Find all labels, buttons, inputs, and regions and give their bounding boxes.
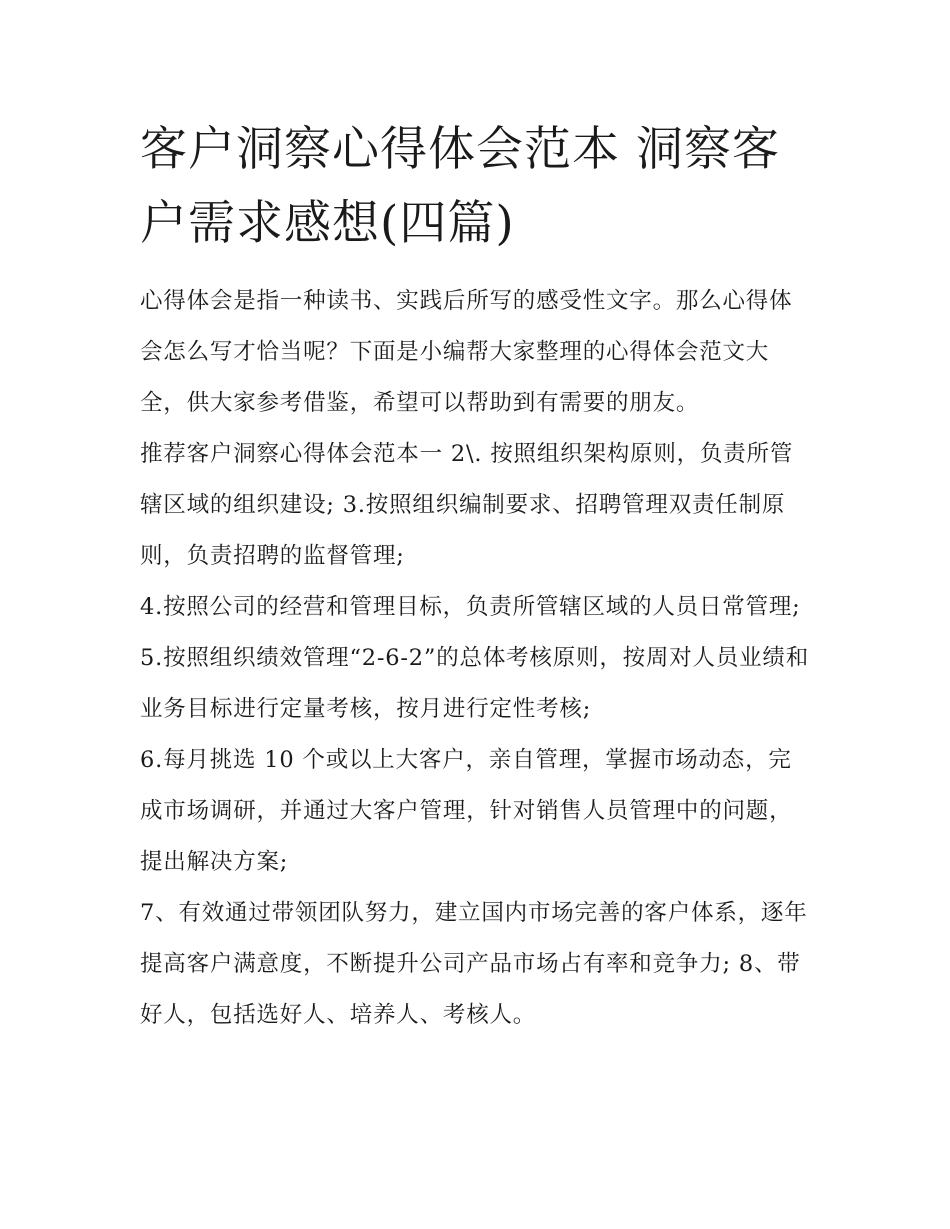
paragraph-item-6: 6.每月挑选 10 个或以上大客户，亲自管理，掌握市场动态，完成市场调研，并通过大客户管理，针对销售人员管理中的问题，提出解决方案; — [140, 747, 793, 875]
document-body — [140, 276, 810, 1041]
paragraph-item-5: 5.按照组织绩效管理“2-6-2”的总体考核原则，按周对人员业绩和业务目标进行定量考核，按月进行定性考核; — [140, 645, 810, 722]
paragraph-intro: 心得体会是指一种读书、实践后所写的感受性文字。那么心得体会怎么写才恰当呢？下面是小编帮大家整理的心得体会范文大全，供大家参考借鉴，希望可以帮助到有需要的朋友。 — [140, 288, 793, 416]
paragraph-item-7-8: 7、有效通过带领团队努力，建立国内市场完善的客户体系，逐年提高客户满意度，不断提升公司产品市场占有率和竞争力; 8、带好人，包括选好人、培养人、考核人。 — [140, 900, 808, 1028]
paragraph-item-4: 4.按照公司的经营和管理目标，负责所管辖区域的人员日常管理; — [140, 594, 801, 620]
paragraph-item-2-3: 推荐客户洞察心得体会范本一 2\. 按照组织架构原则，负责所管辖区域的组织建设; 3.按照组织编制要求、招聘管理双责任制原则，负责招聘的监督管理; — [140, 441, 794, 569]
document-title: 客户洞察心得体会范本 洞察客户需求感想(四篇) — [140, 122, 780, 251]
